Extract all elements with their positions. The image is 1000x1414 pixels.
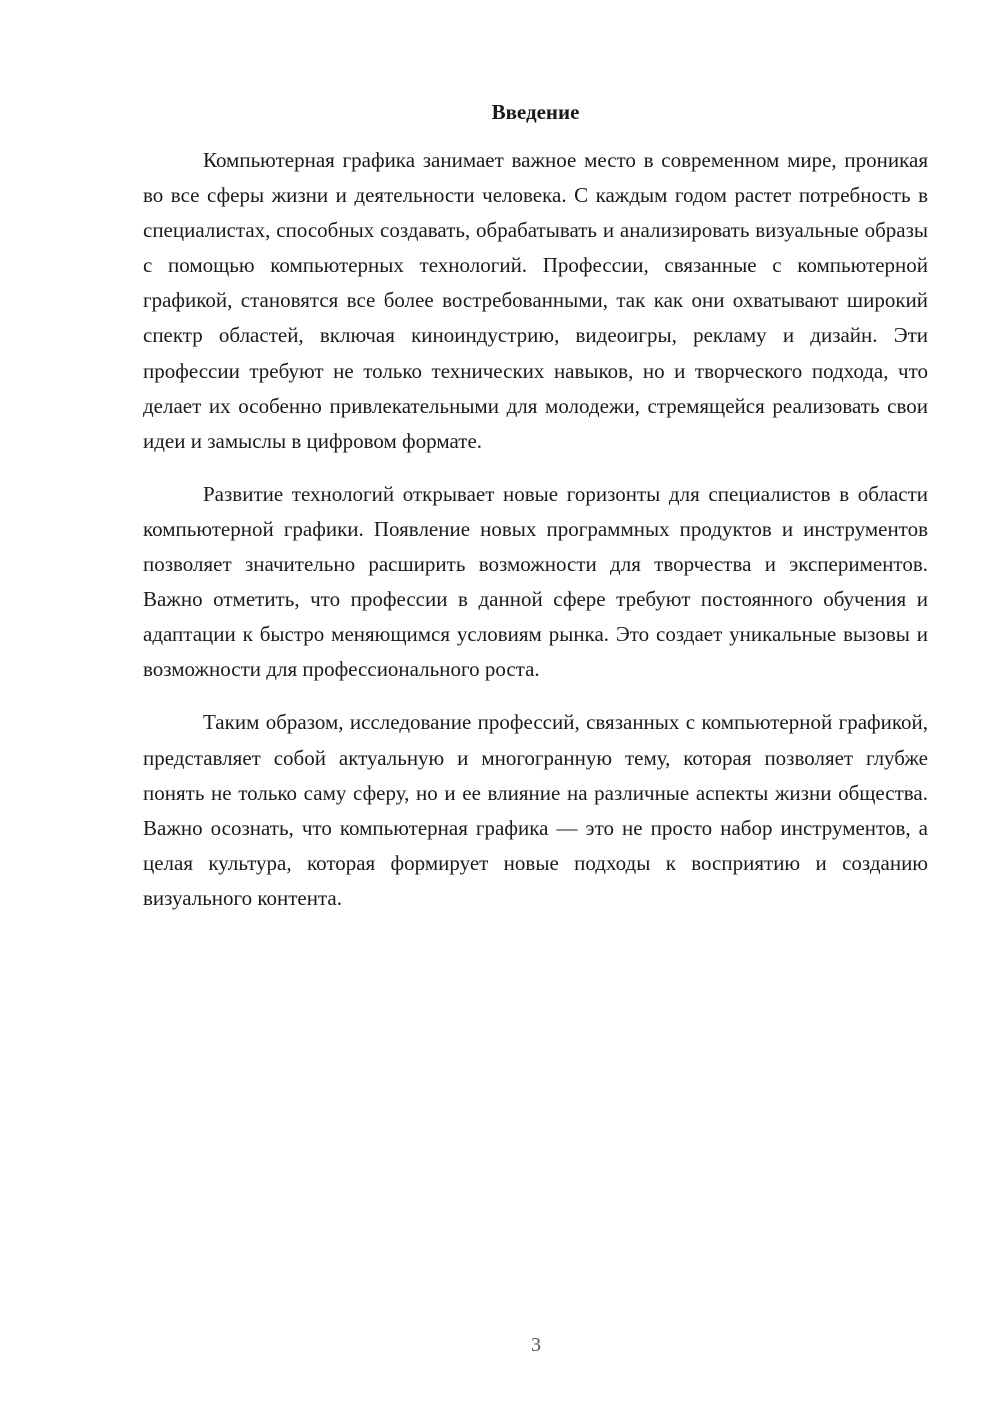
paragraph-3: Таким образом, исследование профессий, связанных с компьютерной графикой, представляет собой актуальную и многогранную тему, которая позволяет глубже понять не только саму сферу, но и ее влияние на различные аспекты жизни общества. Важно осознать, что компьютерная графика — это не просто набор инструментов, а целая культура, которая формирует новые подходы к восприятию и созданию визуального контента. [143, 710, 928, 910]
paragraph-1: Компьютерная графика занимает важное место в современном мире, проникая во все сферы жизни и деятельности человека. С каждым годом растет потребность в специалистах, способных создавать, обрабатывать и анализировать визуальные образы с помощью компьютерных технологий. Профессии, связанные с компьютерной графикой, становятся все более востребованными, так как они охватывают широкий спектр областей, включая киноиндустрию, видеоигры, рекламу и дизайн. Эти профессии требуют не только технических навыков, но и творческого подхода, что делает их особенно привлекательными для молодежи, стремящейся реализовать свои идеи и замыслы в цифровом формате. [143, 148, 928, 453]
section-heading: Введение [491, 100, 580, 124]
page-number: 3 [531, 1334, 541, 1356]
body-text [143, 143, 928, 934]
paragraph-2: Развитие технологий открывает новые горизонты для специалистов в области компьютерной графики. Появление новых программных продуктов и инструментов позволяет значительно расширить возможности для творчества и экспериментов. Важно отметить, что профессии в данной сфере требуют постоянного обучения и адаптации к быстро меняющимся условиям рынка. Это создает уникальные вызовы и возможности для профессионального роста. [143, 481, 928, 682]
